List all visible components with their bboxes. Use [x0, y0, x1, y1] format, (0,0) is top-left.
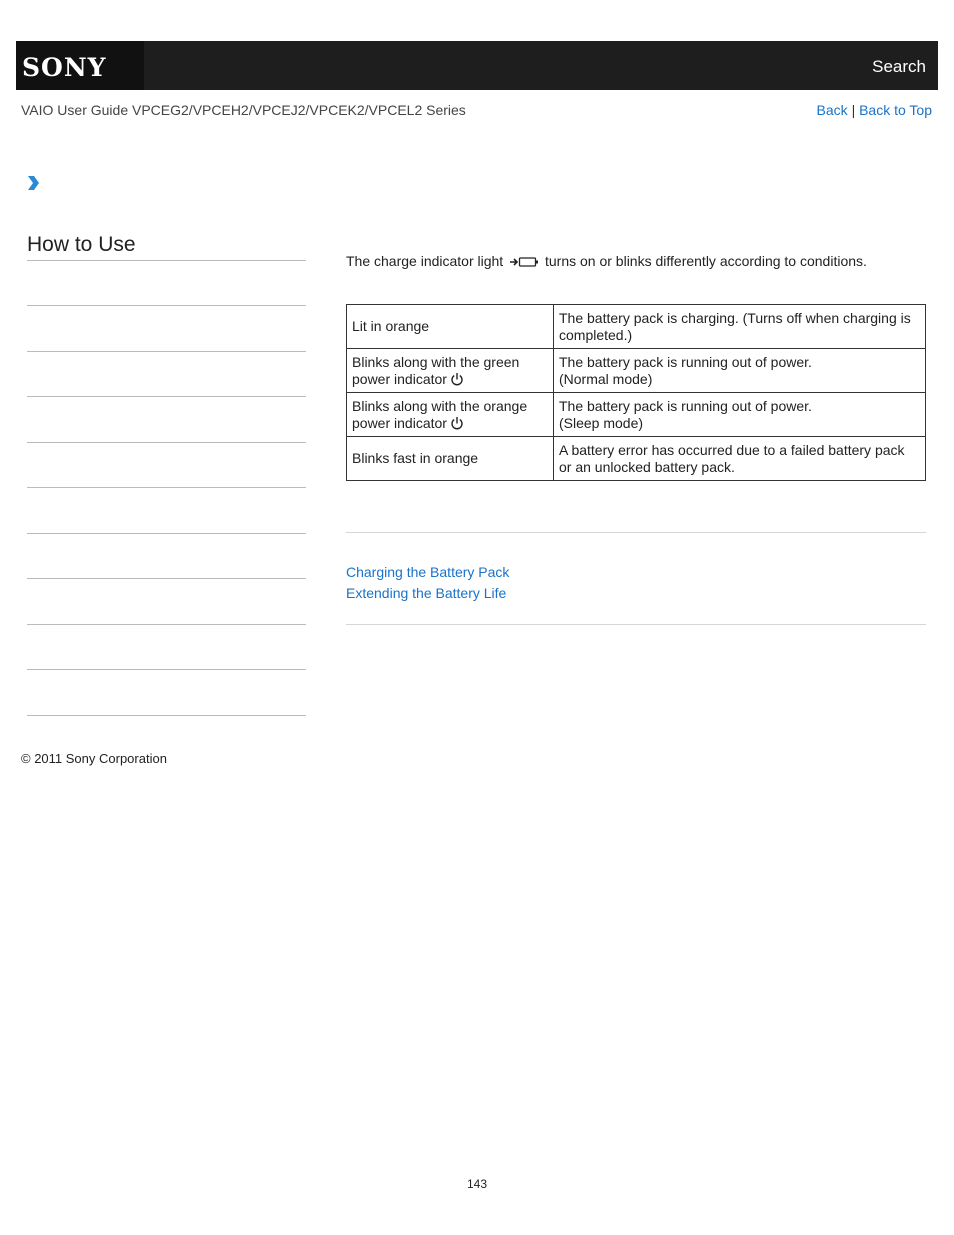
section-divider [346, 624, 926, 625]
nav-links [817, 102, 932, 118]
copyright: © 2011 Sony Corporation [21, 751, 167, 766]
section-divider [346, 532, 926, 533]
sidebar-title: How to Use [27, 233, 136, 256]
table-row [347, 437, 926, 481]
sidebar-divider [27, 305, 306, 306]
back-link[interactable]: Back [816, 102, 848, 118]
table-cell-meaning: A battery error has occurred due to a failed battery pack or an unlocked battery pack. [554, 437, 926, 481]
related-link-item [346, 564, 509, 580]
intro-text-before: The charge indicator light [346, 253, 504, 269]
related-link-charging[interactable]: Charging the Battery Pack [346, 564, 510, 580]
power-icon [450, 416, 464, 431]
page-number: 143 [466, 1177, 488, 1191]
table-cell-state: Blinks fast in orange [347, 437, 554, 481]
table-row [347, 305, 926, 349]
logo-text: SONY [22, 53, 107, 82]
related-link-extending[interactable]: Extending the Battery Life [346, 585, 507, 601]
sidebar-divider [27, 442, 306, 443]
sidebar-divider [27, 578, 306, 579]
charge-indicator-table [346, 304, 926, 481]
table-row [347, 393, 926, 437]
chevron-right-icon[interactable] [26, 175, 40, 191]
sidebar-divider [27, 715, 306, 716]
sidebar-divider [27, 669, 306, 670]
back-to-top-link[interactable]: Back to Top [859, 102, 932, 118]
power-icon [450, 372, 464, 387]
table-row [347, 349, 926, 393]
table-cell-meaning: The battery pack is running out of power. (Sleep mode) [554, 393, 926, 437]
sidebar-divider [27, 260, 306, 261]
sony-logo[interactable] [16, 41, 144, 90]
nav-separator: | [851, 102, 856, 118]
table-cell-meaning: The battery pack is charging. (Turns off when charging is completed.) [554, 305, 926, 349]
table-cell-state: Blinks along with the orange power indicator [347, 393, 554, 437]
charge-indicator-icon [509, 256, 539, 268]
search-button[interactable]: Search [872, 57, 926, 76]
header-bar [16, 41, 938, 90]
sidebar-divider [27, 351, 306, 352]
table-cell-state: Blinks along with the green power indicator [347, 349, 554, 393]
sidebar-divider [27, 624, 306, 625]
table-cell-state: Lit in orange [347, 305, 554, 349]
intro-text [346, 253, 867, 269]
intro-text-after: turns on or blinks differently according to conditions. [544, 253, 867, 269]
sidebar-divider [27, 533, 306, 534]
guide-title: VAIO User Guide VPCEG2/VPCEH2/VPCEJ2/VPCEK2/VPCEL2 Series [21, 102, 466, 118]
sidebar-divider [27, 396, 306, 397]
sidebar-divider [27, 487, 306, 488]
table-cell-meaning: The battery pack is running out of power. (Normal mode) [554, 349, 926, 393]
related-link-item [346, 585, 506, 601]
